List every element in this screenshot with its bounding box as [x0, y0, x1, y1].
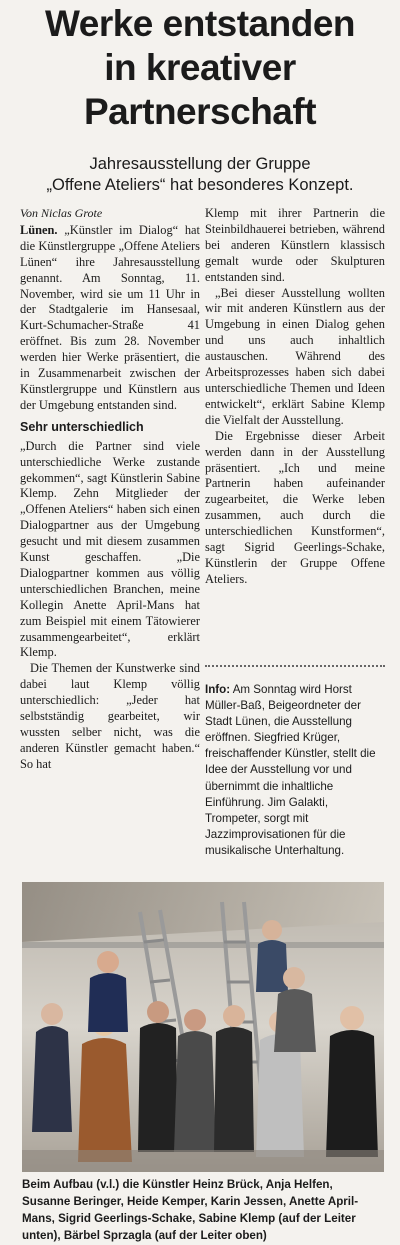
subheadline-line-2: „Offene Ateliers“ hat besonderes Konzept.: [46, 176, 354, 194]
headline: [8, 2, 392, 134]
paragraph-text: „Künstler im Dialog“ hat die Künstlergruppe „Offene Ateliers Lünen“ ihre Jahresausstellung genannt. Am Sonntag, 11. November, wird sie um 11 Uhr in der Stadtgalerie im Hansesaal, Kurt-Schumacher-Straße 41 eröffnet. Bis zum 28. November werden hier Werke präsentiert, die in Zusammenarbeit zwischen der Künstlergruppe und Künstlern aus der Umgebung entstanden sind.: [20, 222, 200, 412]
info-box: [205, 682, 385, 859]
photo-caption: Beim Aufbau (v.l.) die Künstler Heinz Brück, Anja Helfen, Susanne Beringer, Heide Kemper, Karin Jessen, Anette April-Mans, Sigrid Geerlings-Schake, Sabine Klemp (auf der Leiter unten), Bärbel Sprzagla (auf der Leiter oben): [22, 1178, 359, 1242]
info-label: Info:: [205, 683, 231, 696]
info-text: Am Sonntag wird Horst Müller-Baß, Beigeordneter der Stadt Lünen, die Ausstellung eröffnen. Siegfried Krüger, freischaffender Künstler, stellt die Idee der Ausstellung vor und übernimmt die inhaltliche Einführung. Jim Galakti, Trompeter, sorgt mit Jazzimprovisationen für die musikalische Unterhaltung.: [205, 683, 376, 857]
article-column-right: [205, 206, 385, 588]
group-photo: [22, 882, 384, 1172]
article-paragraph: „Bei dieser Ausstellung wollten wir mit anderen Künstlern aus der Umgebung in einen Dialog gehen und uns auch inhaltlich austauschen. Während des Arbeitsprozesses haben sich dabei unterschiedliche Themen und Ideen entwickelt“, erklärt Sabine Klemp die Vielfalt der Ausstellung.: [205, 285, 385, 427]
dateline: Lünen.: [20, 222, 58, 237]
headline-line-1: Werke entstanden: [44, 3, 356, 44]
subheadline-line-1: Jahresausstellung der Gruppe: [89, 155, 311, 173]
article-paragraph: Die Ergebnisse dieser Arbeit werden dann in der Ausstellung präsentiert. „Ich und meine Partnerin haben aufeinander zugearbeitet, die Werke leben zusammen, auch durch die unterschiedlichen Kunstformen“, sagt Sigrid Geerlings-Schake, Künstlerin der Gruppe Offene Ateliers.: [205, 428, 385, 586]
article-paragraph: [20, 223, 200, 414]
group-photo-image: [22, 882, 384, 1172]
dotted-divider: [205, 665, 385, 667]
section-subtitle: Sehr unterschiedlich: [20, 419, 144, 434]
article-paragraph: „Durch die Partner sind viele unterschiedliche Werke zustande gekommen“, sagt Künstlerin Sabine Klemp. Zehn Mitglieder der „Offenen Ateliers“ haben sich einen Dialogpartner aus der Umgebung gesucht und mit diesem zusammen Kunst geschaffen. „Die Dialogpartner kommen aus völlig unterschiedlichen Branchen, meine Kollegin Anette April-Mans hat zum Beispiel mit einem Tätowierer zusammengearbeitet“, erklärt Klemp.: [20, 438, 200, 660]
headline-line-3: Partnerschaft: [83, 91, 317, 132]
headline-line-2: in kreativer: [104, 47, 296, 88]
byline: Von Niclas Grote: [20, 206, 103, 220]
article-column-left: [20, 206, 200, 773]
article-paragraph: Die Themen der Kunstwerke sind dabei laut Klemp völlig unterschiedlich: „Jeder hat selbstständig gearbeitet, wir wussten selber nicht, was die anderen Künstler gemacht haben.“ So hat: [20, 661, 200, 771]
article-paragraph: Klemp mit ihrer Partnerin die Steinbildhauerei betrieben, während bei anderen Künstlern klassisch gemalt wurde oder Skulpturen entstanden sind.: [205, 206, 385, 284]
subheadline: [8, 154, 392, 196]
